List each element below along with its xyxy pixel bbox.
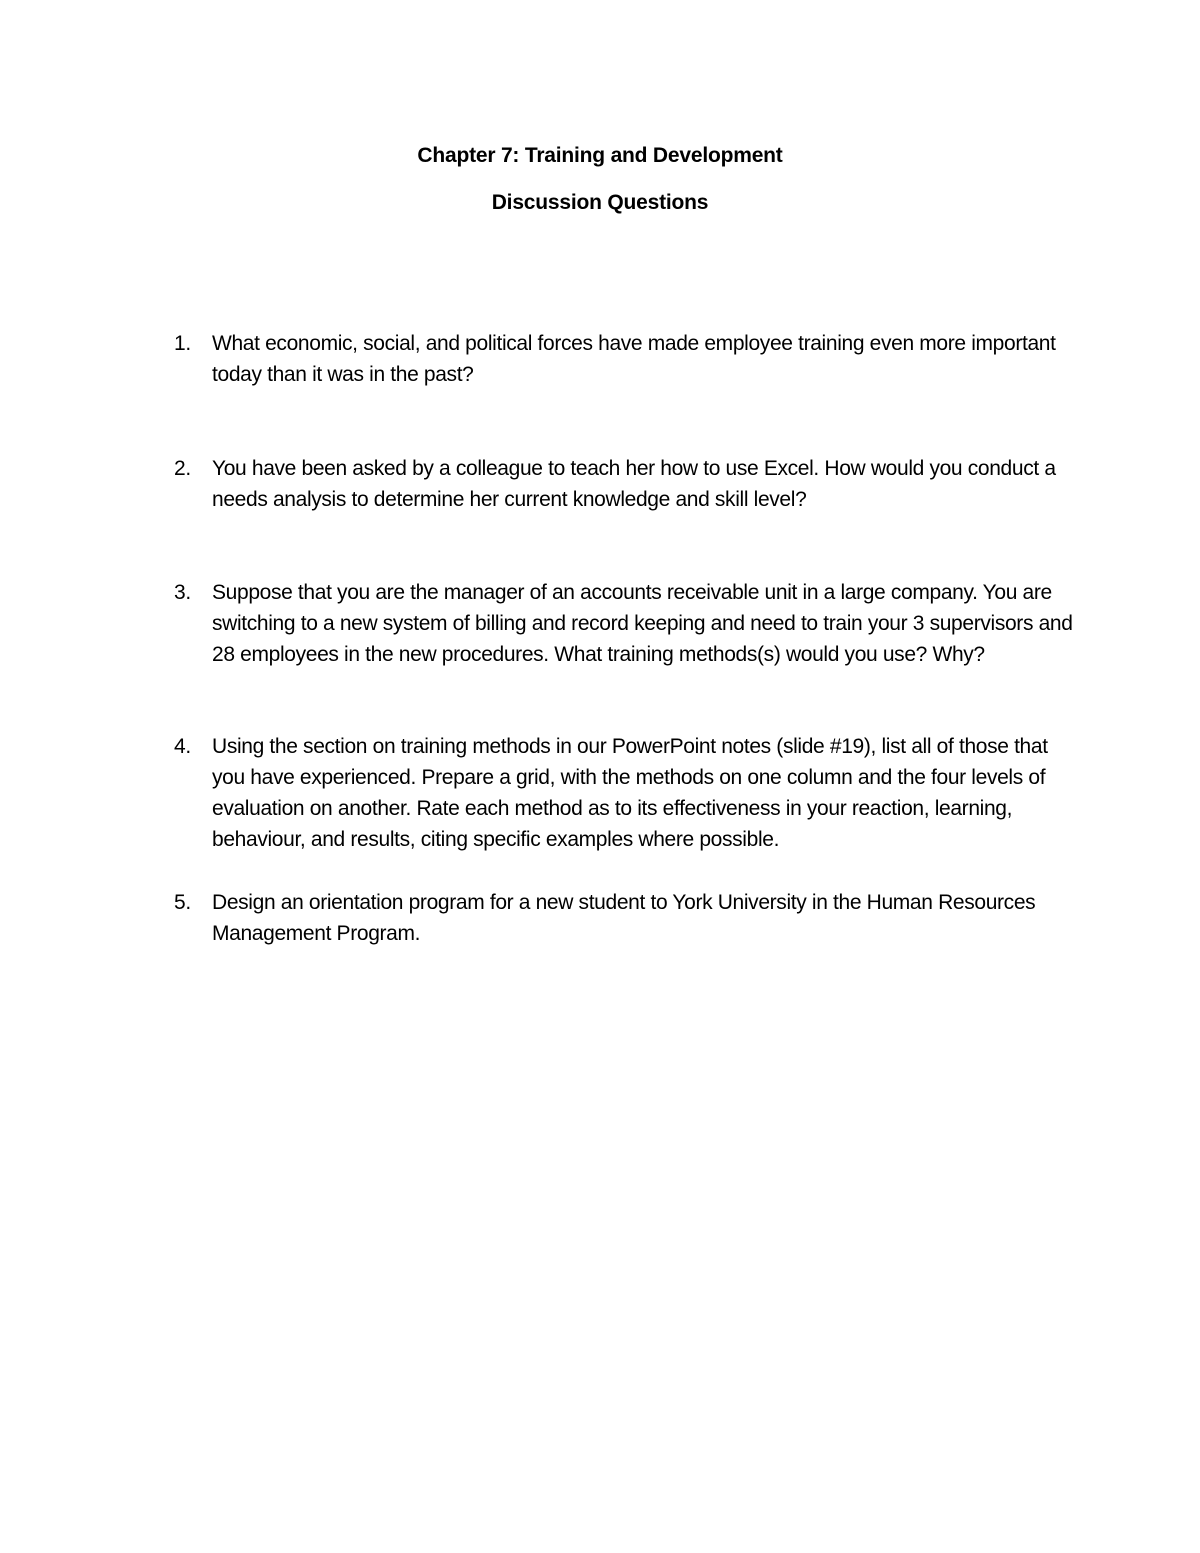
page-subtitle: Discussion Questions [491, 191, 709, 214]
question-text: You have been asked by a colleague to teach her how to use Excel. How would you conduct a needs analysis to determine her current knowledge and skill level? [212, 457, 1056, 511]
question-text: Using the section on training methods in our PowerPoint notes (slide #19), list all of those that you have experienced. Prepare a grid, with the methods on one column and the four levels of evaluation on another. Rate each method as to its effectiveness in your reaction, learning, behaviour, and results, citing specific examples where possible. [212, 735, 1048, 851]
question-number: 5. [174, 891, 191, 914]
question-text: Design an orientation program for a new student to York University in the Human Resources Management Program. [212, 891, 1036, 945]
question-text: What economic, social, and political forces have made employee training even more important today than it was in the past? [212, 332, 1056, 386]
question-number: 4. [174, 735, 191, 758]
question-text: Suppose that you are the manager of an accounts receivable unit in a large company. You are switching to a new system of billing and record keeping and need to train your 3 supervisors and 28 employees in the new procedures. What training methods(s) would you use? Why? [212, 581, 1073, 666]
question-number: 3. [174, 581, 191, 604]
page-title: Chapter 7: Training and Development [417, 144, 783, 167]
question-number: 2. [174, 457, 191, 480]
question-number: 1. [174, 332, 191, 355]
